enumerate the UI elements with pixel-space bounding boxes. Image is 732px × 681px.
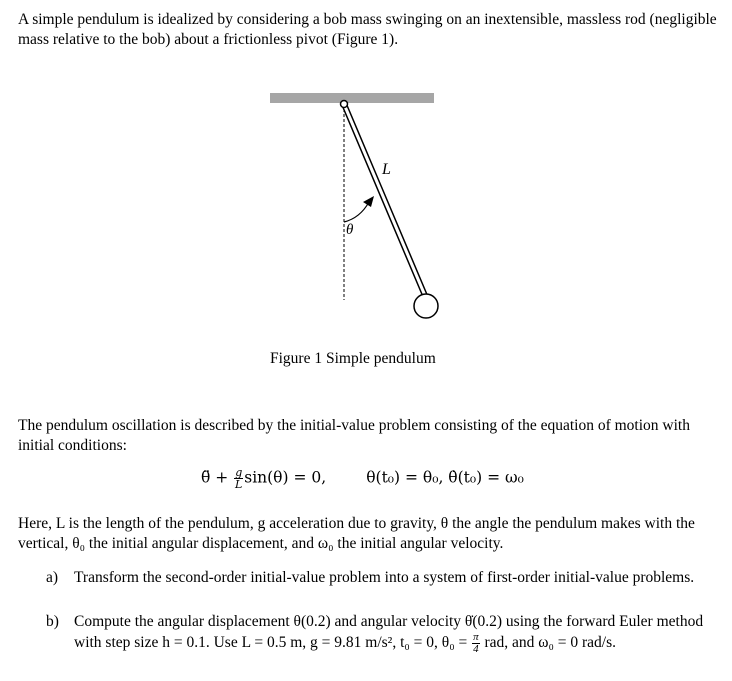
list-marker: a)	[46, 569, 59, 586]
pendulum-rod-inner	[344, 104, 426, 298]
equation-lhs-start: θ̈ +	[201, 468, 234, 487]
g-over-l-fraction	[234, 467, 243, 490]
list-item-text: Transform the second-order initial-value problem into a system of first-order initial-value problems.	[74, 569, 695, 586]
list-item-text	[74, 612, 718, 655]
pi-over-4-fraction	[472, 632, 480, 655]
list-marker: b)	[46, 613, 59, 630]
ceiling-support	[270, 93, 434, 103]
equation-lhs-end: sin(θ) = 0,	[244, 468, 327, 487]
list-item	[46, 612, 718, 655]
pivot	[341, 101, 348, 108]
fraction-denominator: 4	[473, 643, 479, 655]
equation-of-motion	[201, 467, 524, 490]
item-b-text-part-2: rad, and ω₀ = 0 rad/s.	[480, 634, 617, 652]
fraction-denominator: L	[235, 478, 243, 491]
description-paragraph: The pendulum oscillation is described by the initial-value problem consisting of the equation of motion with initial conditions:	[18, 417, 690, 454]
fraction-numerator: g	[235, 466, 243, 479]
pendulum-bob	[414, 294, 438, 318]
intro-paragraph: A simple pendulum is idealized by considering a bob mass swinging on an inextensible, massless rod (negligible mass relative to the bob) about a frictionless pivot (Figure 1).	[18, 11, 717, 48]
angle-arc	[344, 202, 369, 222]
angle-arrowhead	[363, 196, 374, 207]
angle-label: θ	[346, 222, 354, 238]
fraction-numerator: π	[473, 631, 479, 643]
figure-caption: Figure 1 Simple pendulum	[270, 350, 436, 367]
initial-conditions: θ(t₀) = θ₀, θ̇(t₀) = ω₀	[366, 468, 524, 487]
pendulum-figure	[262, 88, 442, 333]
item-b-text-part-1: Compute the angular displacement θ(0.2) and angular velocity θ̇(0.2) using the forward Euler method with step size h = 0.1. Use L = 0.5 m, g = 9.81 m/s², t₀ = 0, θ₀ =	[74, 613, 704, 652]
rod-length-label: L	[382, 161, 391, 178]
list-item	[46, 568, 718, 588]
definitions-paragraph: Here, L is the length of the pendulum, g acceleration due to gravity, θ the angle the pendulum makes with the vertical, θ₀ the initial angular displacement, and ω₀ the initial angular velocity.	[18, 515, 695, 552]
